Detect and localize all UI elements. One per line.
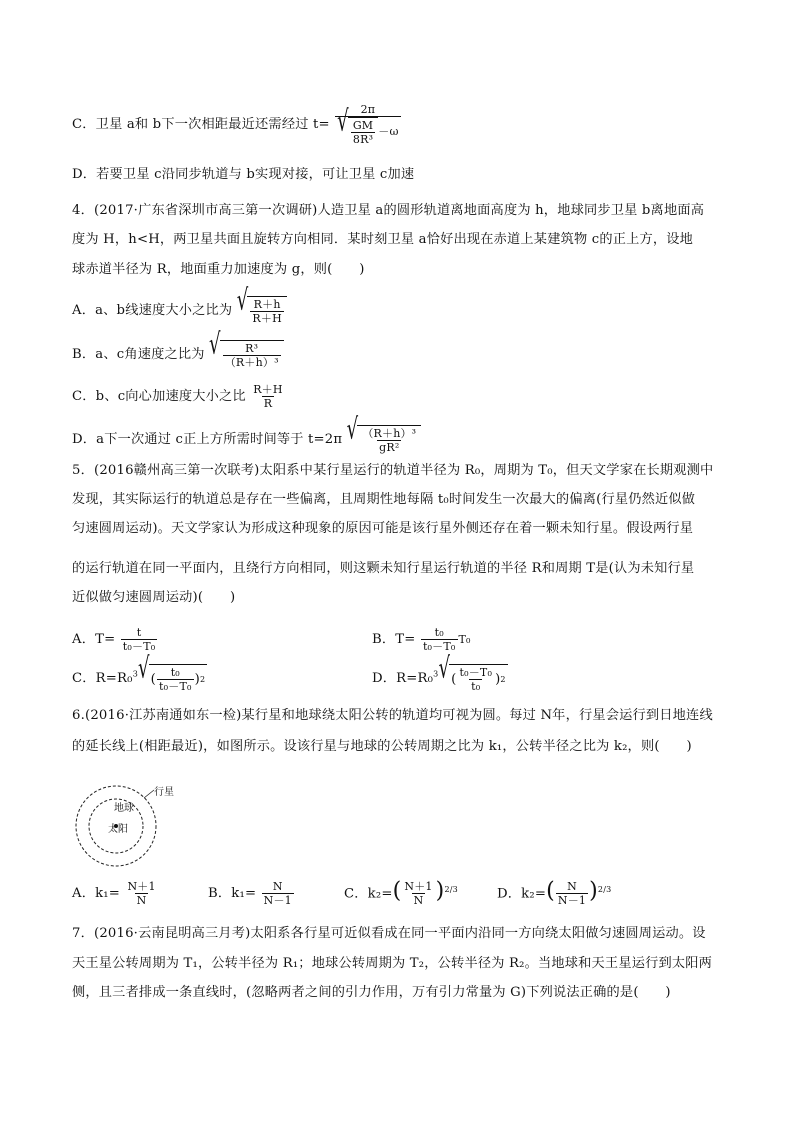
q7-stem-line2: 天王星公转周期为 T₁，公转半径为 R₁；地球公转周期为 T₂，公转半径为 R₂。当地球和天王星运行到太阳两: [72, 956, 713, 971]
q5-option-b[interactable]: B．T= $\frac{\text{t₀}}{\text{t₀－T₀}}$ T₀: [372, 626, 471, 653]
q6-option-c[interactable]: C．k₂=( $\frac{N+1}{N}$ )$^{2/3}$: [344, 878, 458, 908]
q6-stem-line2: 的延长线上(相距最近)，如图所示。设该行星与地球的公转周期之比为 k₁，公转半径之比为 k₂，则( ): [72, 739, 692, 754]
q4-option-c[interactable]: C．b、c向心加速度大小之比 $\frac{R+H}{R}$: [72, 383, 283, 410]
q5-stem-line4: 的运行轨道在同一平面内，且绕行方向相同，则这颗未知行星运行轨道的半径 R和周期 T是(认为未知行星: [72, 561, 695, 576]
q4-stem-line1: 4．(2017·广东省深圳市高三第一次调研)人造卫星 a的圆形轨道离地面高度为 h，地球同步卫星 b离地面高: [72, 203, 705, 218]
q5-stem-line3: 匀速圆周运动)。天文学家认为形成这种现象的原因可能是该行星外侧还存在着一颗未知行星。假设两行星: [72, 521, 694, 536]
q3-option-c[interactable]: C．卫星 a和 b下一次相距最近还需经过 t= 2π √ $\frac{GM}{\text{8R³}}$ －ω: [72, 103, 399, 146]
q4-stem-line2: 度为 H，h<H，两卫星共面且旋转方向相同．某时刻卫星 a恰好出现在赤道上某建筑物 c的正上方，设地: [72, 232, 694, 247]
q6-option-a[interactable]: A．k₁= $\frac{N+1}{N}$: [72, 880, 156, 907]
q5-stem-line2: 发现，其实际运行的轨道总是存在一些偏离，且周期性地每隔 t₀时间发生一次最大的偏离(行星仍然近似做: [72, 492, 696, 507]
sun-label: 太阳: [108, 824, 128, 835]
q4-stem-line3: 球赤道半径为 R，地面重力加速度为 g，则( ): [72, 262, 365, 277]
q4-option-a[interactable]: A．a、b线速度大小之比为 √ $\frac{R+h}{R+H}$: [72, 296, 287, 325]
q3-option-d[interactable]: D．若要卫星 c沿同步轨道与 b实现对接，可让卫星 c加速: [72, 167, 415, 182]
q6-option-b[interactable]: B．k₁= $\frac{N}{N-1}$: [208, 880, 292, 907]
q5-option-a[interactable]: A．T= $\frac{t}{\text{t₀－T₀}}$: [72, 626, 156, 653]
q4-option-b[interactable]: B．a、c角速度之比为 √ $\frac{\text{R³}}{\text{（R＋h）³}}$: [72, 340, 284, 369]
q6-option-d[interactable]: D．k₂=( $\frac{N}{N-1}$ )$^{2/3}$: [497, 878, 612, 908]
planet-label: 行星: [154, 787, 174, 798]
q7-stem-line1: 7．(2016·云南昆明高三月考)太阳系各行星可近似看成在同一平面内沿同一方向绕太阳做匀速圆周运动。设: [72, 926, 706, 941]
q5-stem-line5: 近似做匀速圆周运动)( ): [72, 590, 236, 605]
q5-option-d[interactable]: D．R=R₀$^3$ √ ( $\frac{\text{t₀－T₀}}{\text{t₀}}$ ) 2: [372, 652, 506, 693]
q4-option-d[interactable]: D．a下一次通过 c正上方所需时间等于 t=2π √ $\frac{\text{（R＋h）³}}{\text{gR²}}$: [72, 425, 421, 454]
earth-label: 地球: [114, 803, 134, 814]
q7-stem-line3: 侧，且三者排成一条直线时，(忽略两者之间的引力作用，万有引力常量为 G)下列说法正确的是( ): [72, 985, 671, 1000]
orbit-figure: [72, 778, 174, 868]
q3-c-fraction: 2π √ $\frac{GM}{\text{8R³}}$ －ω: [337, 103, 399, 146]
q5-stem-line1: 5．(2016赣州高三第一次联考)太阳系中某行星运行的轨道半径为 R₀，周期为 T₀，但天文学家在长期观测中: [72, 463, 714, 478]
q5-option-c[interactable]: C．R=R₀$^3$ √ ( $\frac{\text{t₀}}{\text{t₀－T₀}}$ ) 2: [72, 652, 206, 693]
q6-stem-line1: 6.(2016·江苏南通如东一检)某行星和地球绕太阳公转的轨道均可视为圆。每过 N年，行星会运行到日地连线: [72, 708, 713, 723]
